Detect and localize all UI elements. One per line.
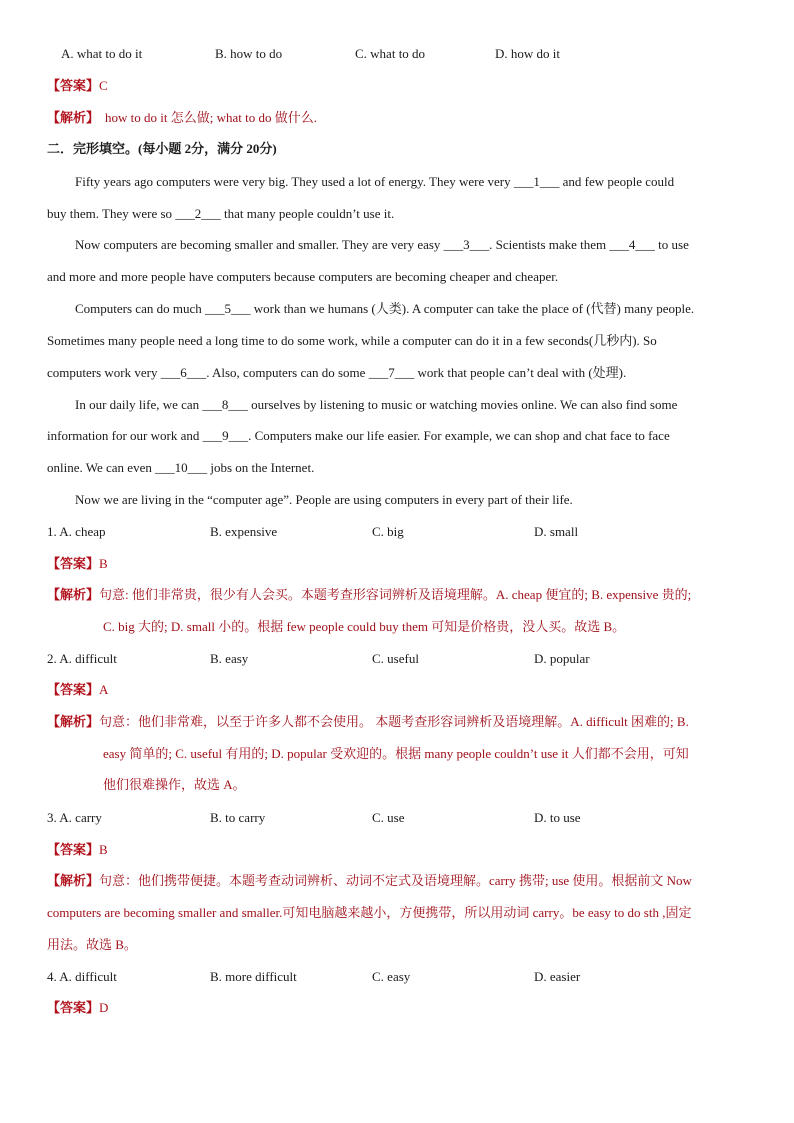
passage-line: Now we are living in the “computer age”. People are using computers in every part of their life.	[75, 492, 573, 507]
analysis-text: how to do it 怎么做; what to do 做什么.	[105, 110, 317, 125]
options-row-q1	[0, 524, 794, 540]
analysis-text: 句意: 他们非常贵，很少有人会买。本题考查形容词辨析及语境理解。A. cheap 便宜的; B. expensive 贵的;	[99, 587, 692, 602]
option-d: D. easier	[534, 969, 581, 984]
answer-tag: 【答案】	[47, 1000, 100, 1015]
analysis-text: computers are becoming smaller and smaller.可知电脑越来越小，方便携带，所以用动词 carry。be easy to do sth ,固定	[47, 905, 692, 920]
analysis-text: 句意：他们携带便捷。本题考查动词辨析、动词不定式及语境理解。carry 携带; use 使用。根据前文 Now	[99, 873, 692, 888]
passage-line: Fifty years ago computers were very big. They used a lot of energy. They were very ___1___ and few people could	[75, 174, 675, 189]
option-a: 3. A. carry	[47, 810, 102, 825]
passage-line: Computers can do much ___5___ work than we humans (人类). A computer can take the place of (代替) many people.	[75, 301, 695, 316]
analysis-tag: 【解析】	[47, 873, 100, 888]
option-c: C. what to do	[355, 46, 426, 61]
option-b: B. to carry	[210, 810, 266, 825]
analysis-line-q0	[47, 110, 317, 126]
options-row-q4	[0, 969, 794, 985]
answer-line-q3	[47, 842, 108, 858]
answer-value: D	[99, 1000, 109, 1015]
option-a: 4. A. difficult	[47, 969, 117, 984]
passage-line: information for our work and ___9___. Computers make our life easier. For example, we can shop and chat face to face	[47, 428, 670, 443]
option-d: D. small	[534, 524, 579, 539]
answer-tag: 【答案】	[47, 556, 100, 571]
answer-line-q4	[47, 1000, 108, 1016]
option-c: C. useful	[372, 651, 419, 666]
analysis-line-q2	[47, 714, 689, 730]
analysis-text: 用法。故选 B。	[47, 937, 137, 952]
analysis-tag: 【解析】	[47, 110, 100, 125]
passage-line: buy them. They were so ___2___ that many people couldn’t use it.	[47, 206, 395, 221]
answer-tag: 【答案】	[47, 842, 100, 857]
answer-line-q1	[47, 556, 108, 572]
analysis-tag: 【解析】	[47, 587, 100, 602]
analysis-text: 句意：他们非常难，以至于许多人都不会使用。 本题考查形容词辨析及语境理解。A. difficult 困难的; B.	[99, 714, 689, 729]
option-d: D. popular	[534, 651, 590, 666]
analysis-tag: 【解析】	[47, 714, 100, 729]
passage-line: and more and more people have computers because computers are becoming cheaper and cheaper.	[47, 269, 559, 284]
option-d: D. how do it	[495, 46, 560, 61]
answer-line-q2	[47, 682, 108, 698]
option-c: C. use	[372, 810, 405, 825]
passage-line: computers work very ___6___. Also, computers can do some ___7___ work that people can’t deal with (处理).	[47, 365, 627, 380]
option-b: B. easy	[210, 651, 249, 666]
option-c: C. easy	[372, 969, 411, 984]
option-a: 1. A. cheap	[47, 524, 106, 539]
answer-value: B	[99, 842, 108, 857]
passage-line: Sometimes many people need a long time to do some work, while a computer can do it in a few seconds(几秒内). So	[47, 333, 657, 348]
option-a: 2. A. difficult	[47, 651, 117, 666]
option-c: C. big	[372, 524, 404, 539]
answer-tag: 【答案】	[47, 682, 100, 697]
options-row-q2	[0, 651, 794, 667]
answer-tag: 【答案】	[47, 78, 100, 93]
option-a: A. what to do it	[61, 46, 143, 61]
analysis-text: C. big 大的; D. small 小的。根据 few people could buy them 可知是价格贵，没人买。故选 B。	[103, 619, 626, 634]
answer-value: A	[99, 682, 109, 697]
section-heading: 二．完形填空。(每小题 2分，满分 20分)	[47, 141, 277, 156]
answer-value: C	[99, 78, 108, 93]
passage-line: online. We can even ___10___ jobs on the Internet.	[47, 460, 315, 475]
analysis-line-q3	[47, 873, 692, 889]
option-d: D. to use	[534, 810, 581, 825]
passage-line: In our daily life, we can ___8___ ourselves by listening to music or watching movies online. We can also find some	[75, 397, 678, 412]
analysis-text: 他们很难操作，故选 A。	[103, 777, 246, 792]
option-b: B. expensive	[210, 524, 278, 539]
option-b: B. more difficult	[210, 969, 297, 984]
option-b: B. how to do	[215, 46, 283, 61]
passage-line: Now computers are becoming smaller and smaller. They are very easy ___3___. Scientists make them ___4___ to use	[75, 237, 689, 252]
analysis-text: easy 简单的; C. useful 有用的; D. popular 受欢迎的。根据 many people couldn’t use it 人们都不会用，可知	[103, 746, 689, 761]
options-row-q0	[0, 46, 794, 62]
answer-line-q0	[47, 78, 108, 94]
analysis-line-q1	[47, 587, 691, 603]
options-row-q3	[0, 810, 794, 826]
answer-value: B	[99, 556, 108, 571]
